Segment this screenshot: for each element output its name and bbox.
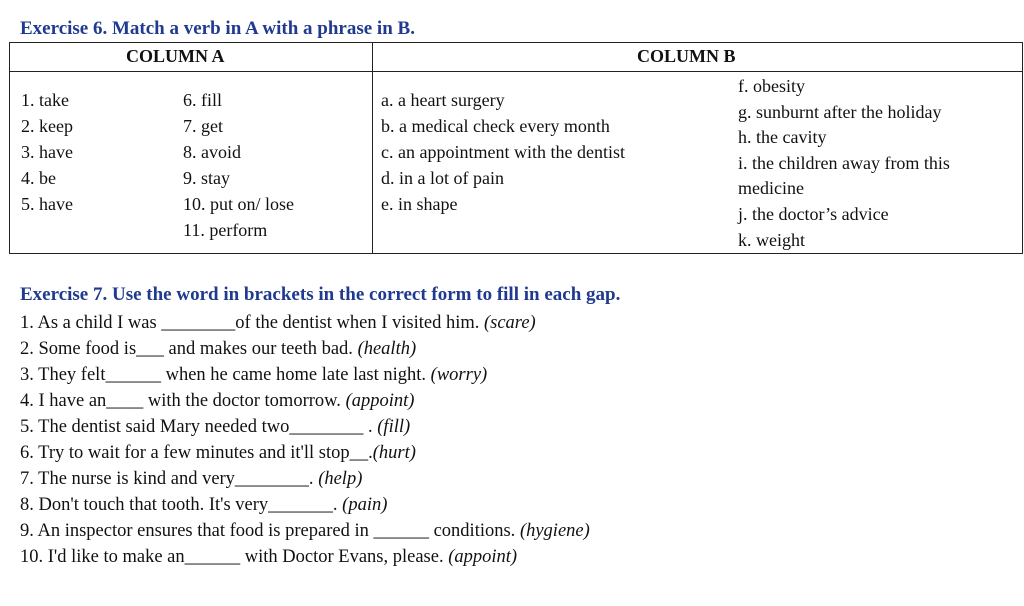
gap-fill-item xyxy=(20,414,590,440)
word-hint: (hygiene) xyxy=(519,521,590,541)
word-hint: (pain) xyxy=(342,495,388,515)
verb-item: 10. put on/ lose xyxy=(183,194,294,214)
phrase-item: c. an appointment with the dentist xyxy=(381,142,625,162)
phrase-item: e. in shape xyxy=(381,194,458,214)
sentence-text: 2. Some food is___ and makes our teeth bad. xyxy=(20,339,358,359)
gap-fill-item xyxy=(20,362,590,388)
gap-fill-item xyxy=(20,388,590,414)
sentence-text: 1. As a child I was ________of the dentist when I visited him. xyxy=(20,313,484,333)
exercise-6-title: Exercise 6. Match a verb in A with a phrase in B. xyxy=(20,18,415,39)
verb-item: 2. keep xyxy=(21,116,73,136)
sentence-text: 6. Try to wait for a few minutes and it'll stop__. xyxy=(20,443,373,463)
sentence-text: 4. I have an____ with the doctor tomorrow. xyxy=(20,391,346,411)
verb-item: 3. have xyxy=(21,142,73,162)
exercise-7-title: Exercise 7. Use the word in brackets in the correct form to fill in each gap. xyxy=(20,284,621,305)
phrase-item: g. sunburnt after the holiday xyxy=(738,101,942,122)
header-divider xyxy=(10,71,1022,72)
verb-item: 8. avoid xyxy=(183,142,241,162)
sentence-text: 9. An inspector ensures that food is prepared in ______ conditions. xyxy=(20,521,520,541)
gap-fill-item xyxy=(20,518,590,544)
gap-fill-item xyxy=(20,466,590,492)
word-hint: (fill) xyxy=(377,417,411,437)
gap-fill-item xyxy=(20,336,590,362)
phrase-item: d. in a lot of pain xyxy=(381,168,504,188)
phrase-item: b. a medical check every month xyxy=(381,116,610,136)
phrase-item: a. a heart surgery xyxy=(381,90,505,110)
sentence-text: 10. I'd like to make an______ with Doctor Evans, please. xyxy=(20,547,449,567)
phrase-item: medicine xyxy=(738,178,804,199)
word-hint: (health) xyxy=(357,339,417,359)
verb-item: 1. take xyxy=(21,90,69,110)
column-divider xyxy=(372,43,373,253)
gap-fill-list xyxy=(20,310,590,570)
phrase-item: h. the cavity xyxy=(738,127,827,148)
column-b-phrases-right xyxy=(738,74,950,253)
word-hint: (scare) xyxy=(483,313,536,333)
word-hint: (hurt) xyxy=(372,443,416,463)
column-a-header: COLUMN A xyxy=(126,46,225,66)
gap-fill-item xyxy=(20,492,590,518)
matching-table xyxy=(9,42,1023,254)
phrase-item: j. the doctor’s advice xyxy=(738,203,889,224)
verb-item: 9. stay xyxy=(183,168,230,188)
column-b-phrases-left xyxy=(381,87,625,217)
sentence-text: 8. Don't touch that tooth. It's very_______. xyxy=(20,495,343,515)
column-a-verbs-left xyxy=(21,87,73,217)
column-b-header: COLUMN B xyxy=(637,46,736,66)
verb-item: 6. fill xyxy=(183,90,222,110)
verb-item: 4. be xyxy=(21,168,56,188)
sentence-text: 3. They felt______ when he came home late last night. xyxy=(20,365,431,385)
column-a-verbs-right xyxy=(183,87,294,243)
verb-item: 5. have xyxy=(21,194,73,214)
word-hint: (appoint) xyxy=(448,547,518,567)
phrase-item: k. weight xyxy=(738,229,805,250)
phrase-item: f. obesity xyxy=(738,76,805,96)
word-hint: (appoint) xyxy=(345,391,415,411)
phrase-item: i. the children away from this xyxy=(738,152,950,173)
gap-fill-item xyxy=(20,544,590,570)
word-hint: (worry) xyxy=(430,365,488,385)
gap-fill-item xyxy=(20,440,590,466)
verb-item: 11. perform xyxy=(183,220,268,240)
sentence-text: 7. The nurse is kind and very________. xyxy=(20,469,319,489)
gap-fill-item xyxy=(20,310,590,336)
sentence-text: 5. The dentist said Mary needed two________ . xyxy=(20,417,378,437)
verb-item: 7. get xyxy=(183,116,223,136)
word-hint: (help) xyxy=(318,469,363,489)
